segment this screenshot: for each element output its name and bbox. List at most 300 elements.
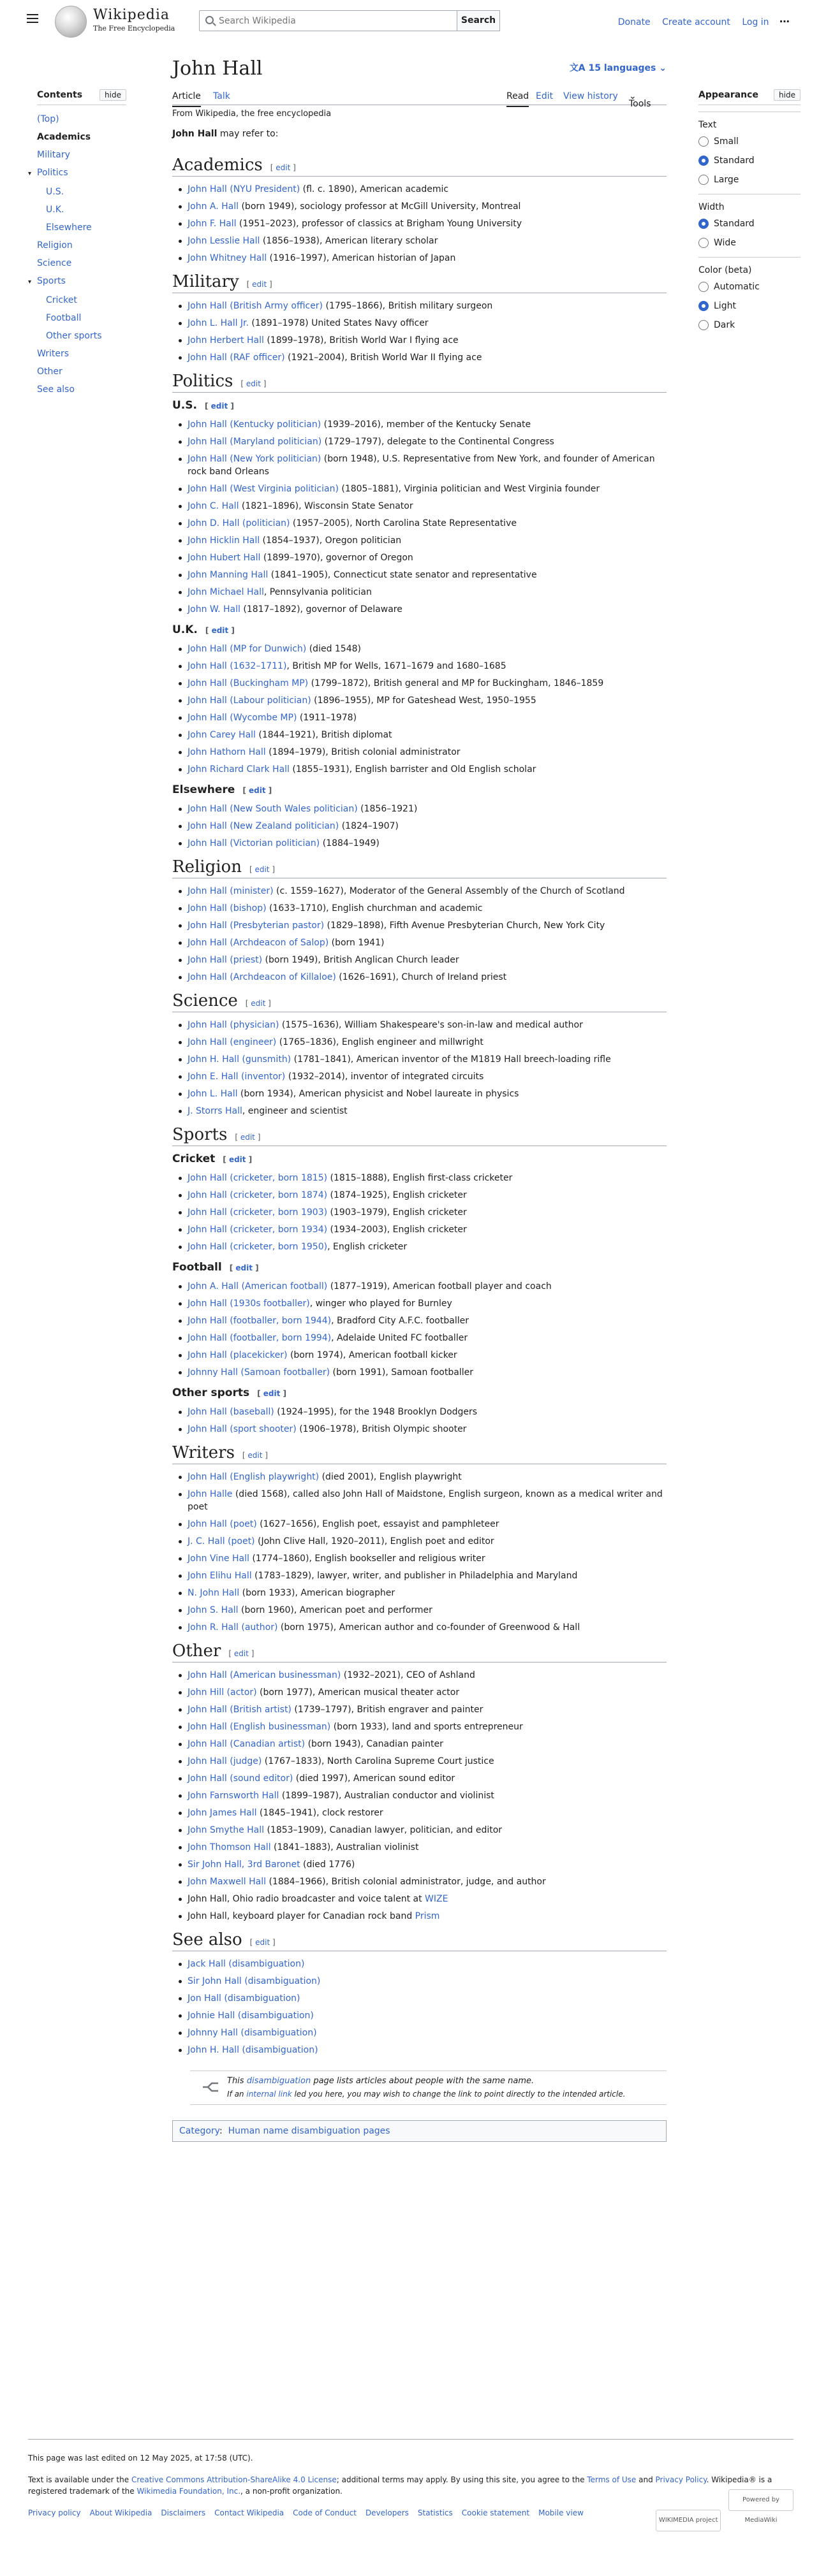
entry-link[interactable]: John Hall (West Virginia politician) [188, 484, 339, 494]
list-item [188, 1366, 667, 1379]
entry-link[interactable]: John F. Hall [188, 219, 237, 229]
entry-description: (1894–1979), British colonial administrator [265, 747, 461, 757]
entry-description: (born 1974), American football kicker [287, 1350, 457, 1360]
toc-link[interactable]: Elsewhere [46, 222, 92, 233]
license-link[interactable]: Creative Commons Attribution-ShareAlike 4.0 License [131, 2475, 337, 2484]
tab-view-history[interactable]: View history [563, 91, 618, 101]
entry-link[interactable]: John Hathorn Hall [188, 747, 266, 757]
section-heading [172, 783, 667, 796]
list-item [188, 1314, 667, 1327]
list-item [188, 1669, 667, 1682]
edit-section: [ edit ] [270, 163, 296, 172]
terms-link[interactable]: Terms of Use [587, 2475, 637, 2484]
disambiguation-link[interactable]: disambiguation [246, 2076, 311, 2086]
entry-description: (1899–1970), governor of Oregon [260, 553, 413, 563]
entry-link[interactable]: John L. Hall Jr. [188, 318, 249, 328]
edit-section-link[interactable]: edit [255, 865, 270, 874]
edit-section-link[interactable]: edit [240, 1133, 255, 1142]
search-input[interactable] [219, 13, 455, 29]
list-item [188, 1875, 667, 1888]
edit-section-link[interactable]: edit [252, 280, 267, 289]
list-item [188, 435, 667, 448]
entry-description: (1817–1892), governor of Delaware [240, 604, 402, 615]
entry-link[interactable]: John Hall (Presbyterian pastor) [188, 921, 325, 931]
edit-section: [ edit ] [242, 786, 272, 795]
entry-link[interactable]: John E. Hall (inventor) [188, 1072, 286, 1082]
entry-trailing-link[interactable]: Prism [415, 1911, 440, 1921]
toc-link[interactable]: Politics [37, 168, 68, 178]
toc-item[interactable] [28, 272, 126, 291]
entry-link[interactable]: John Hall (sound editor) [188, 1773, 293, 1784]
section-heading [172, 1930, 667, 1951]
entry-link[interactable]: John Hall (footballer, born 1994) [188, 1333, 332, 1343]
footer-link[interactable]: Code of Conduct [293, 2508, 357, 2517]
entry-link[interactable]: John Michael Hall [188, 587, 264, 597]
entry-link[interactable]: Sir John Hall, 3rd Baronet [188, 1859, 300, 1870]
toc-link[interactable]: U.K. [46, 205, 64, 215]
entry-link[interactable]: John Hall (New York politician) [188, 454, 321, 464]
list-item [188, 252, 667, 265]
list-item [188, 837, 667, 850]
entry-trailing-link[interactable]: WIZE [425, 1894, 448, 1904]
list-item [188, 1587, 667, 1599]
entry-description: (1841–1905), Connecticut state senator and representative [268, 570, 537, 580]
page-tabs [172, 84, 667, 109]
category-link[interactable]: Human name disambiguation pages [228, 2126, 390, 2136]
list-item [188, 1824, 667, 1837]
entry-link[interactable]: John Hall (Archdeacon of Salop) [188, 938, 329, 948]
entry-description: (1844–1921), British diplomat [255, 730, 392, 740]
table-of-contents [28, 89, 126, 398]
toc-item[interactable] [37, 128, 126, 146]
entry-link[interactable]: John Hubert Hall [188, 553, 261, 563]
entry-link[interactable]: John Hall (cricketer, born 1950) [188, 1242, 328, 1252]
tab-edit[interactable]: Edit [536, 91, 554, 101]
entry-description: (1774–1860), English bookseller and religious writer [249, 1554, 485, 1564]
entry-description: (1783–1829), lawyer, writer, and publisher in Philadelphia and Maryland [251, 1571, 578, 1581]
toc-item[interactable] [37, 309, 126, 327]
entry-list [172, 1958, 667, 2056]
edit-section-link[interactable]: edit [251, 999, 266, 1008]
list-item [188, 1893, 667, 1905]
width-option[interactable] [698, 219, 801, 229]
toc-link[interactable]: Writers [37, 349, 70, 359]
entry-description: (1899–1987), Australian conductor and violinist [279, 1791, 494, 1801]
entry-link[interactable]: John Herbert Hall [188, 335, 264, 346]
section-title: Football [172, 1261, 222, 1274]
list-item [188, 971, 667, 984]
tab-talk[interactable]: Talk [213, 91, 230, 101]
list-item [188, 1105, 667, 1117]
list-item [188, 1535, 667, 1548]
radio-button[interactable] [698, 175, 709, 185]
entry-list [172, 1471, 667, 1634]
toc-link[interactable]: Religion [37, 240, 73, 251]
toc-item[interactable] [37, 236, 126, 254]
entry-link[interactable]: John Hall (New South Wales politician) [188, 804, 358, 814]
entry-description: (1906–1978), British Olympic shooter [296, 1424, 467, 1434]
list-item [188, 483, 667, 495]
logo-title[interactable]: Wikipedia [93, 7, 170, 23]
entry-link[interactable]: John Hall (British Army officer) [188, 301, 323, 311]
entry-description: (born 1948), U.S. Representative from New York, and founder of American rock band Orleans [188, 454, 655, 477]
toc-link[interactable]: U.S. [46, 187, 64, 197]
appearance-hide-button[interactable]: hide [774, 89, 801, 101]
disambiguation-notice [190, 2070, 667, 2105]
entry-link[interactable]: John Hill (actor) [188, 1687, 257, 1698]
section-title: Academics [172, 156, 263, 175]
entry-link[interactable]: John Hall (Maryland politician) [188, 437, 322, 447]
edit-section: [ edit ] [228, 1649, 255, 1658]
entry-link[interactable]: John Hall (Buckingham MP) [188, 678, 309, 688]
radio-button[interactable] [698, 136, 709, 147]
entry-link[interactable]: John Lesslie Hall [188, 236, 260, 246]
entry-description: (died 2001), English playwright [319, 1472, 462, 1482]
entry-link[interactable]: John Hall (minister) [188, 886, 274, 896]
entry-description: (born 1949), British Anglican Church leader [262, 955, 459, 965]
entry-description: (born 1960), American poet and performer [238, 1605, 432, 1615]
list-item [188, 1206, 667, 1219]
section-heading [172, 857, 667, 878]
toc-link[interactable]: Military [37, 150, 70, 160]
entry-link[interactable]: John H. Hall (disambiguation) [188, 2045, 318, 2055]
appearance-title: Appearance [698, 90, 758, 100]
edit-section-link[interactable]: edit [228, 1155, 246, 1164]
toc-link[interactable]: Other [37, 367, 63, 377]
toc-item[interactable] [37, 146, 126, 164]
list-item [188, 1755, 667, 1768]
tab-read[interactable]: Read [506, 91, 529, 107]
entry-link[interactable]: Johnie Hall (disambiguation) [188, 2011, 314, 2021]
entry-link[interactable]: John Hall (footballer, born 1944) [188, 1316, 332, 1326]
entry-description: (born 1977), American musical theater actor [256, 1687, 460, 1698]
footer-link[interactable]: Disclaimers [161, 2508, 206, 2517]
list-item [188, 1349, 667, 1362]
entry-link[interactable]: John Hall (1632–1711) [188, 661, 287, 671]
toc-item[interactable] [37, 381, 126, 398]
footer-link[interactable]: About Wikipedia [89, 2508, 152, 2517]
list-item [188, 1703, 667, 1716]
radio-button[interactable] [698, 156, 709, 166]
section-title: U.S. [172, 399, 197, 412]
entry-link[interactable]: John Hall (Kentucky politician) [188, 419, 321, 430]
text-option[interactable] [698, 136, 801, 147]
entry-link[interactable]: John Hall (English businessman) [188, 1722, 331, 1732]
footer-link[interactable]: Contact Wikipedia [214, 2508, 284, 2517]
user-links [609, 15, 790, 27]
toc-item[interactable] [37, 110, 126, 128]
entry-link[interactable]: J. Storrs Hall [188, 1106, 242, 1116]
list-item [188, 820, 667, 833]
toc-item[interactable] [28, 164, 126, 183]
entry-link[interactable]: John Hall (British artist) [188, 1705, 291, 1715]
footer-link[interactable]: Statistics [417, 2508, 453, 2517]
toc-link[interactable]: Science [37, 258, 72, 268]
entry-link[interactable]: John Hall (American businessman) [188, 1670, 341, 1680]
entry-link[interactable]: John Manning Hall [188, 570, 269, 580]
entry-link[interactable]: John Hall (MP for Dunwich) [188, 644, 307, 654]
list-item [188, 1070, 667, 1083]
wmf-link[interactable]: Wikimedia Foundation, Inc. [136, 2487, 241, 2496]
entry-list [172, 803, 667, 850]
entry-description: John Hall, keyboard player for Canadian rock band [188, 1911, 415, 1921]
entry-link[interactable]: John Carey Hall [188, 730, 256, 740]
entry-description: (1877–1919), American football player and coach [327, 1281, 552, 1292]
entry-description: (1626–1691), Church of Ireland priest [336, 972, 507, 982]
toc-item[interactable] [37, 345, 126, 363]
entry-link[interactable]: Jon Hall (disambiguation) [188, 1993, 300, 2004]
list-item [188, 885, 667, 898]
entry-link[interactable]: John Hall (English playwright) [188, 1472, 320, 1482]
entry-link[interactable]: John Hall (engineer) [188, 1037, 277, 1047]
entry-link[interactable]: John Richard Clark Hall [188, 764, 290, 775]
entry-link[interactable]: John H. Hall (gunsmith) [188, 1054, 291, 1065]
edit-section-link[interactable]: edit [211, 626, 229, 635]
entry-link[interactable]: John Halle [188, 1489, 233, 1499]
chevron-down-icon[interactable]: ▾ [28, 170, 32, 177]
entry-description: (1939–2016), member of the Kentucky Senate [321, 419, 531, 430]
edit-section-link[interactable]: edit [249, 786, 266, 795]
edit-section-link[interactable]: edit [210, 402, 228, 411]
intro-text [172, 129, 667, 154]
entry-link[interactable]: John Hall (Archdeacon of Killaloe) [188, 972, 336, 982]
edit-section-link[interactable]: edit [233, 1649, 249, 1658]
edit-section-link[interactable]: edit [235, 1263, 253, 1272]
option-label: Large [714, 175, 739, 185]
list-item [188, 1958, 667, 1970]
category-label-link[interactable]: Category [179, 2126, 219, 2136]
entry-description: (fl. c. 1890), American academic [300, 184, 449, 194]
disambiguation-icon [202, 2081, 219, 2093]
entry-link[interactable]: John R. Hall (author) [188, 1622, 278, 1633]
dab-line1-pre: This [227, 2076, 247, 2086]
entry-link[interactable]: John Hall (1930s footballer) [188, 1299, 310, 1309]
privacy-link[interactable]: Privacy Policy [655, 2475, 707, 2484]
entry-link[interactable]: John Hall (Canadian artist) [188, 1739, 306, 1749]
entry-description: (1874–1925), English cricketer [327, 1190, 467, 1200]
text-option[interactable] [698, 156, 801, 166]
toc-item[interactable] [37, 327, 126, 345]
entry-description: (1805–1881), Virginia politician and West Virginia founder [338, 484, 600, 494]
more-options-icon[interactable]: ⋯ [779, 15, 790, 27]
edit-section-link[interactable]: edit [255, 1938, 270, 1947]
tab-article[interactable]: Article [172, 91, 201, 107]
dab-line2-post: led you here, you may wish to change the link to point directly to the intended article. [291, 2090, 626, 2099]
entry-link[interactable]: John Hall (judge) [188, 1756, 262, 1766]
entry-description: (born 1941) [328, 938, 385, 948]
footer-link[interactable]: Developers [365, 2508, 409, 2517]
entry-link[interactable]: John Hall (cricketer, born 1934) [188, 1225, 328, 1235]
entry-link[interactable]: John Hall (baseball) [188, 1407, 274, 1417]
entry-link[interactable]: John Vine Hall [188, 1554, 249, 1564]
text-setting-label: Text [698, 120, 717, 130]
radio-button[interactable] [698, 219, 709, 229]
entry-description: (1924–1995), for the 1948 Brooklyn Dodgers [274, 1407, 478, 1417]
search-button[interactable]: Search [457, 10, 500, 31]
footer-link[interactable]: Cookie statement [461, 2508, 530, 2517]
list-item [188, 694, 667, 707]
entry-link[interactable]: J. C. Hall (poet) [188, 1536, 255, 1546]
toc-link[interactable]: Sports [37, 276, 66, 286]
entry-link[interactable]: John Hall (placekicker) [188, 1350, 288, 1360]
toc-hide-button[interactable]: hide [100, 89, 126, 101]
license-mid: ; additional terms may apply. By using this site, you agree to the [336, 2475, 587, 2484]
entry-description: (1856–1921) [357, 804, 418, 814]
toc-link[interactable]: Academics [37, 132, 91, 142]
list-item [188, 1807, 667, 1819]
entry-description: (1781–1841), American inventor of the M1819 Hall breech-loading rifle [291, 1054, 611, 1065]
toc-item[interactable] [37, 254, 126, 272]
toc-item[interactable] [37, 201, 126, 219]
main-menu-icon[interactable] [27, 14, 38, 23]
toc-link[interactable]: See also [37, 384, 75, 395]
entry-list [172, 300, 667, 364]
entry-link[interactable]: John Hall (cricketer, born 1903) [188, 1207, 328, 1218]
entry-description: (1829–1898), Fifth Avenue Presbyterian Church, New York City [324, 921, 605, 931]
list-item [188, 954, 667, 966]
entry-link[interactable]: John Whitney Hall [188, 253, 267, 263]
width-option[interactable] [698, 238, 801, 248]
entry-link[interactable]: John Hall (poet) [188, 1519, 257, 1529]
entry-link[interactable]: Johnny Hall (disambiguation) [188, 2028, 317, 2038]
entry-link[interactable]: John Hall (Labour politician) [188, 695, 311, 706]
entry-link[interactable]: John S. Hall [188, 1605, 239, 1615]
entry-link[interactable]: John Hall (Victorian politician) [188, 838, 320, 848]
toc-item[interactable] [37, 219, 126, 236]
radio-button[interactable] [698, 320, 709, 330]
entry-link[interactable]: John Hall (bishop) [188, 903, 267, 913]
color-option[interactable] [698, 282, 801, 292]
list-item [188, 936, 667, 949]
entry-link[interactable]: John C. Hall [188, 501, 239, 511]
entry-description: , Bradford City A.F.C. footballer [331, 1316, 469, 1326]
entry-link[interactable]: John Farnsworth Hall [188, 1791, 279, 1801]
entry-link[interactable]: John L. Hall [188, 1089, 238, 1099]
entry-description: (1899–1978), British World War I flying ace [263, 335, 459, 346]
sections [172, 156, 667, 2056]
donate-link[interactable]: Donate [617, 17, 651, 27]
entry-description: (1795–1866), British military surgeon [323, 301, 493, 311]
list-item [188, 1053, 667, 1066]
tools-menu[interactable]: Tools ⌄ [629, 91, 651, 109]
toc-item[interactable] [37, 363, 126, 381]
footer-link[interactable]: Privacy policy [28, 2508, 81, 2517]
chevron-down-icon[interactable]: ▾ [28, 279, 32, 286]
entry-link[interactable]: John Hall (priest) [188, 955, 263, 965]
list-item [188, 1488, 667, 1513]
option-label: Small [714, 136, 739, 147]
entry-description: (1854–1937), Oregon politician [260, 535, 402, 546]
log-in-link[interactable]: Log in [742, 17, 769, 27]
entry-link[interactable]: Jack Hall (disambiguation) [188, 1959, 305, 1969]
entry-link[interactable]: John Thomson Hall [188, 1842, 271, 1852]
entry-link[interactable]: John D. Hall (politician) [188, 518, 290, 528]
mediawiki-badge[interactable]: Powered by MediaWiki [728, 2489, 793, 2511]
entry-description: (1903–1979), English cricketer [327, 1207, 467, 1218]
entry-link[interactable]: John W. Hall [188, 604, 240, 615]
list-item [188, 217, 667, 230]
list-item [188, 334, 667, 347]
option-label: Standard [714, 219, 755, 229]
footer-link[interactable]: Mobile view [538, 2508, 584, 2517]
entry-link[interactable]: John Hall (Wycombe MP) [188, 713, 297, 723]
entry-description: (1633–1710), English churchman and academic [266, 903, 483, 913]
radio-button[interactable] [698, 238, 709, 248]
entry-description: (died 1548) [306, 644, 361, 654]
toc-link[interactable]: Football [46, 313, 82, 323]
entry-link[interactable]: John Hall (New Zealand politician) [188, 821, 339, 831]
entry-link[interactable]: Johnny Hall (Samoan footballer) [188, 1367, 330, 1378]
entry-link[interactable]: John Smythe Hall [188, 1825, 265, 1835]
color-option[interactable] [698, 320, 801, 330]
radio-button[interactable] [698, 301, 709, 311]
width-setting-group [698, 194, 801, 248]
entry-link[interactable]: John Hall (sport shooter) [188, 1424, 297, 1434]
edit-section: [ edit ] [223, 1155, 253, 1164]
entry-link[interactable]: John A. Hall [188, 201, 239, 212]
entry-link[interactable]: John Hall (RAF officer) [188, 353, 285, 363]
color-option[interactable] [698, 301, 801, 311]
entry-link[interactable]: John Hall (NYU President) [188, 184, 300, 194]
list-item [188, 919, 667, 932]
entry-link[interactable]: John Maxwell Hall [188, 1877, 267, 1887]
toc-item[interactable] [37, 291, 126, 309]
toc-link[interactable]: Other sports [46, 331, 102, 341]
list-item [188, 1332, 667, 1344]
entry-link[interactable]: John James Hall [188, 1808, 257, 1818]
entry-link[interactable]: John Hall (cricketer, born 1874) [188, 1190, 328, 1200]
entry-description: (1891–1978) United States Navy officer [248, 318, 429, 328]
toc-item[interactable] [37, 183, 126, 201]
wikimedia-badge[interactable]: WIKIMEDIA project [656, 2510, 721, 2531]
edit-section-link[interactable]: edit [247, 1451, 263, 1460]
entry-link[interactable]: John Hall (physician) [188, 1020, 279, 1030]
entry-link[interactable]: John Hicklin Hall [188, 535, 260, 546]
toc-link[interactable]: (Top) [37, 114, 59, 124]
list-item [188, 1789, 667, 1802]
entry-description: (1821–1896), Wisconsin State Senator [239, 501, 413, 511]
intro-rest: may refer to: [217, 129, 279, 139]
languages-button[interactable]: 文A 15 languages ⌄ [569, 63, 667, 73]
section-heading [172, 1641, 667, 1663]
list-item [188, 2009, 667, 2022]
wikipedia-logo-icon[interactable] [55, 6, 87, 38]
radio-button[interactable] [698, 282, 709, 292]
entry-description: (1765–1836), English engineer and millwright [276, 1037, 483, 1047]
edit-section-link[interactable]: edit [246, 379, 261, 388]
toc-link[interactable]: Cricket [46, 295, 77, 305]
internal-link-link[interactable]: internal link [246, 2090, 292, 2099]
create-account-link[interactable]: Create account [662, 17, 730, 27]
entry-description: (died 1997), American sound editor [293, 1773, 455, 1784]
dab-line1-post: page lists articles about people with the same name. [311, 2076, 535, 2086]
entry-link[interactable]: John Hall (cricketer, born 1815) [188, 1173, 328, 1183]
entry-description: (1824–1907) [339, 821, 399, 831]
list-item [188, 1975, 667, 1988]
entry-link[interactable]: John A. Hall (American football) [188, 1281, 328, 1292]
option-label: Automatic [714, 282, 760, 292]
entry-link[interactable]: Sir John Hall (disambiguation) [188, 1976, 321, 1986]
entry-link[interactable]: John Elihu Hall [188, 1571, 252, 1581]
list-item [188, 418, 667, 431]
page-title: John Hall [172, 57, 263, 80]
edit-section-link[interactable]: edit [276, 163, 291, 172]
edit-section-link[interactable]: edit [263, 1389, 281, 1398]
edit-section: [ edit ] [249, 865, 275, 874]
entry-link[interactable]: N. John Hall [188, 1588, 240, 1598]
list-item [188, 500, 667, 513]
text-option[interactable] [698, 175, 801, 185]
